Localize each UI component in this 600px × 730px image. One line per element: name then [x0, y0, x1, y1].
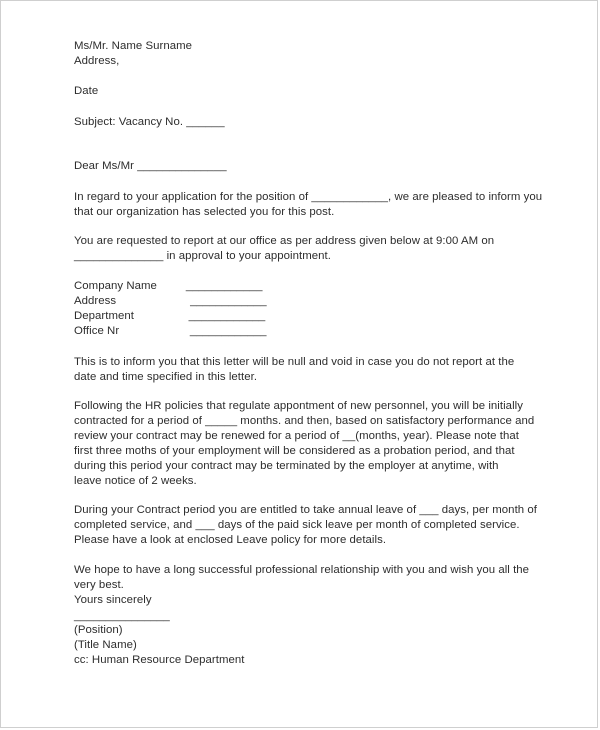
paragraph-line: Following the HR policies that regulate appontment of new personnel, you will be initially: [74, 400, 523, 412]
paragraph-line: that our organization has selected you for this post.: [74, 206, 335, 218]
signatory-position: (Position): [74, 624, 123, 636]
paragraph-line: In regard to your application for the position of ____________, we are pleased to inform you: [74, 191, 543, 203]
paragraph-line: We hope to have a long successful professional relationship with you and wish you all the: [74, 564, 530, 576]
paragraph-line: You are requested to report at our office as per address given below at 9:00 AM on: [74, 235, 495, 247]
letter-subject: Subject: Vacancy No. ______: [74, 116, 225, 128]
paragraph-line: leave notice of 2 weeks.: [74, 475, 197, 487]
letter-date: Date: [74, 85, 99, 97]
paragraph-line: date and time specified in this letter.: [74, 371, 258, 383]
paragraph-line: During your Contract period you are entitled to take annual leave of ___ days, per month of: [74, 504, 537, 516]
detail-office-nr: Office Nr ____________: [74, 325, 267, 337]
detail-address: Address ____________: [74, 295, 267, 307]
paragraph-line: Please have a look at enclosed Leave policy for more details.: [74, 534, 387, 546]
paragraph-line: contracted for a period of _____ months. and then, based on satisfactory performance and: [74, 415, 535, 427]
salutation: Dear Ms/Mr ______________: [74, 160, 227, 172]
paragraph-line: review your contract may be renewed for a period of __(months, year). Please note that: [74, 430, 519, 442]
sign-off: Yours sincerely: [74, 594, 152, 606]
sender-name: Ms/Mr. Name Surname: [74, 40, 193, 52]
detail-department: Department ____________: [74, 310, 266, 322]
paragraph-line: ______________ in approval to your appointment.: [74, 250, 331, 262]
signatory-title-name: (Title Name): [74, 639, 137, 651]
paragraph-line: during this period your contract may be terminated by the employer at anytime, with: [74, 460, 499, 472]
sender-address: Address,: [74, 55, 120, 67]
paragraph-line: completed service, and ___ days of the paid sick leave per month of completed service.: [74, 519, 520, 531]
paragraph-line: first three moths of your employment will be considered as a probation period, and that: [74, 445, 515, 457]
paragraph-line: This is to inform you that this letter will be null and void in case you do not report at the: [74, 356, 515, 368]
detail-company-name: Company Name ____________: [74, 280, 263, 292]
signature-line: _______________: [74, 610, 170, 622]
paragraph-line: very best.: [74, 579, 124, 591]
cc-line: cc: Human Resource Department: [74, 654, 245, 666]
